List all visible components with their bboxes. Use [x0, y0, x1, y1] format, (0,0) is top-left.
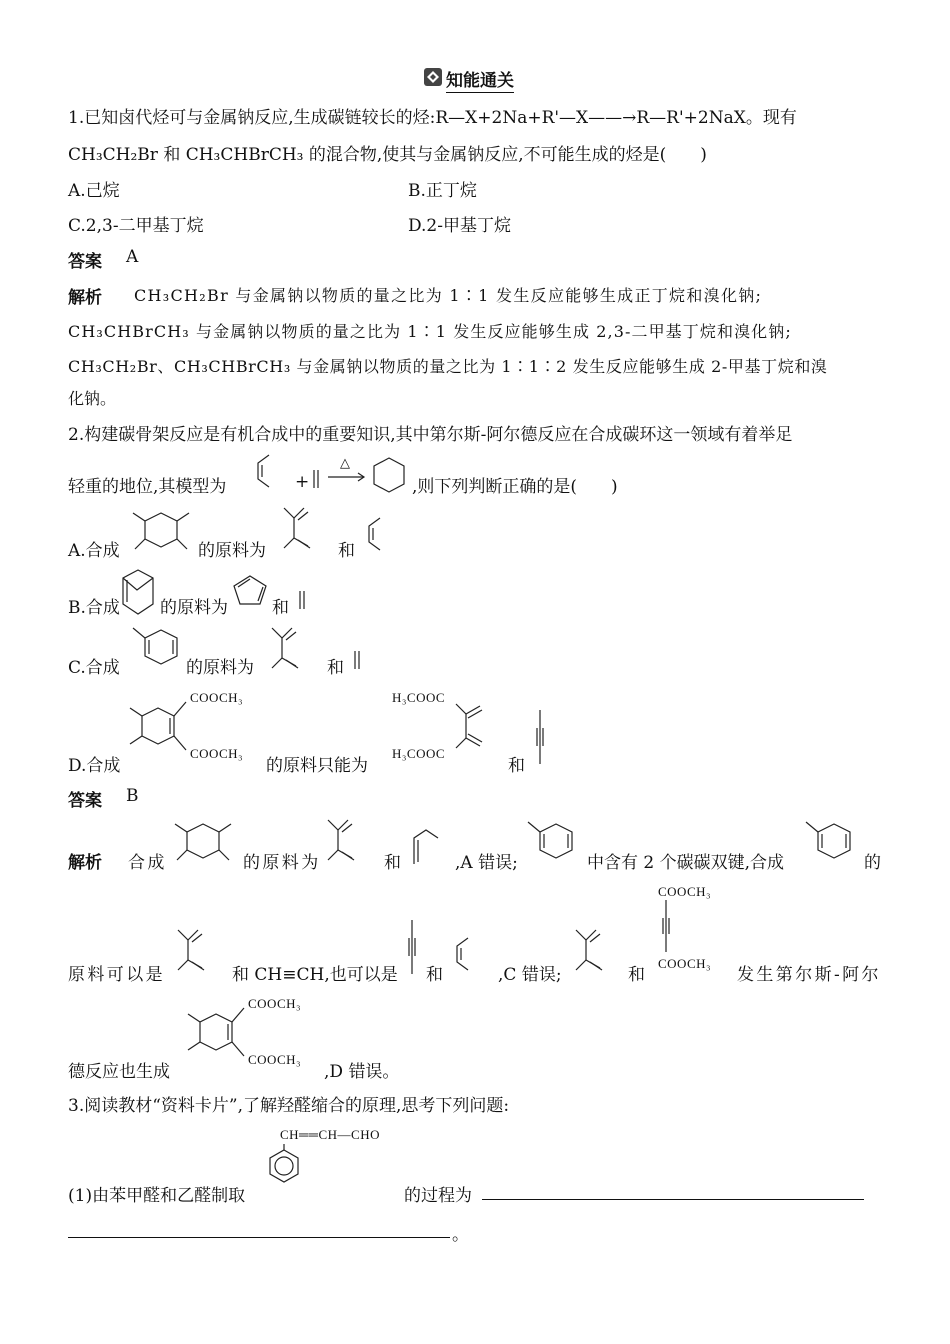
- ana-product-ester-bottom: COOCH₃: [248, 1052, 302, 1067]
- q2-line1: 2.构建碳骨架反应是有机合成中的重要知识,其中第尔斯-阿尔德反应在合成碳环这一领域有着举足: [68, 425, 793, 445]
- q2-ana-3a: 德反应也生成: [68, 1062, 170, 1082]
- ana-diene-structure-2: [176, 930, 210, 974]
- option-b-ethylene-structure: [298, 591, 308, 611]
- methylcyclohexadiene-structure: [133, 626, 193, 676]
- q1-analysis-2: CH₃CHBrCH₃ 与金属钠以物质的量之比为 1∶1 发生反应能够生成 2,3-二甲基丁烷和溴化钠;: [68, 322, 792, 341]
- cinnamaldehyde-chain: CH══CH—CHO: [280, 1127, 380, 1142]
- butadiene-structure: [255, 455, 285, 491]
- q2-ana-2c: 和: [426, 965, 443, 985]
- q2-option-c-and: 和: [327, 658, 344, 678]
- heat-symbol: △: [340, 455, 351, 470]
- ana-methylcyclohexadiene-1: [528, 820, 588, 870]
- norbornene-structure: [121, 568, 157, 618]
- q2-option-a-prefix: A.合成: [68, 541, 120, 561]
- q2-ana-1e: 中含有 2 个碳碳双键,合成: [587, 853, 785, 873]
- answer-blank-1[interactable]: [482, 1199, 864, 1200]
- plus-sign: +: [295, 472, 310, 492]
- q1-line2: CH₃CH₂Br 和 CH₃CHBrCH₃ 的混合物,使其与金属钠反应,不可能生成的烃是( ): [68, 145, 707, 165]
- q2-option-b-prefix: B.合成: [68, 598, 120, 618]
- answer-blank-2[interactable]: [68, 1237, 450, 1238]
- option-d-product-structure: [128, 700, 198, 770]
- ana-butadiene-structure: [454, 938, 478, 976]
- reaction-arrow: [328, 473, 368, 483]
- ana-butene-structure: [412, 828, 442, 868]
- q1-option-a: A.己烷: [68, 181, 120, 201]
- q2-answer: B: [126, 786, 139, 806]
- q2-line2b: ,则下列判断正确的是( ): [412, 477, 618, 497]
- option-c-diene-structure: [270, 628, 304, 672]
- q2-option-c-prefix: C.合成: [68, 658, 120, 678]
- q2-option-b-and: 和: [272, 598, 289, 618]
- q1-answer: A: [126, 247, 139, 267]
- option-a-butadiene-structure: [366, 518, 388, 554]
- q2-ana-1c: 和: [384, 853, 401, 873]
- q2-ana-1b: 的原料为: [243, 853, 321, 873]
- ethylene-structure: [312, 470, 322, 490]
- ana-methylcyclohexadiene-2: [806, 820, 866, 870]
- ana-d-product-structure: [186, 1006, 256, 1076]
- q2-ana-1d: ,A 错误;: [455, 853, 518, 873]
- option-d-diene-ester-bottom: H₃COOC: [392, 746, 446, 761]
- option-d-ester-top: COOCH₃: [190, 690, 244, 705]
- q2-ana-1a: 合成: [128, 853, 167, 873]
- benzene-ring-structure: [262, 1144, 302, 1190]
- q3-end-period: 。: [452, 1225, 469, 1245]
- q1-analysis-label: 解析: [68, 288, 102, 308]
- q1-analysis-3: CH₃CH₂Br、CH₃CHBrCH₃ 与金属钠以物质的量之比为 1∶1∶2 发生反应能够生成 2-甲基丁烷和溴: [68, 357, 828, 376]
- q1-line1: 1.已知卤代烃可与金属钠反应,生成碳链较长的烃:R—X+2Na+R'—X——→R—R'+2NaX。现有: [68, 108, 797, 128]
- ana-diester-alkyne-structure: [660, 900, 674, 956]
- q2-option-a-mid: 的原料为: [198, 541, 266, 561]
- q3-sub1-prefix: (1)由苯甲醛和乙醛制取: [68, 1186, 246, 1206]
- ana-product-structure: [175, 818, 235, 870]
- ana-alkyne-structure: [406, 920, 420, 980]
- q1-option-d: D.2-甲基丁烷: [408, 216, 511, 236]
- q2-option-d-prefix: D.合成: [68, 756, 121, 776]
- q2-line2a: 轻重的地位,其模型为: [68, 477, 227, 497]
- q3-sub1-mid: 的过程为: [404, 1186, 472, 1206]
- q1-analysis-1: CH₃CH₂Br 与金属钠以物质的量之比为 1∶1 发生反应能够生成正丁烷和溴化钠;: [134, 286, 763, 305]
- section-header: [424, 66, 514, 91]
- option-d-diene-ester-top: H₃COOC: [392, 690, 446, 705]
- q2-ana-1f: 的: [864, 853, 881, 873]
- option-a-diene-structure: [282, 508, 316, 552]
- q2-ana-3b: ,D 错误。: [324, 1062, 400, 1082]
- ana-alkyne-ester-bottom: COOCH₃: [658, 956, 712, 971]
- ana-diene-structure-3: [574, 930, 608, 974]
- q3-line1: 3.阅读教材“资料卡片”,了解羟醛缩合的原理,思考下列问题:: [68, 1096, 510, 1116]
- option-d-ester-bottom: COOCH₃: [190, 746, 244, 761]
- q2-option-a-and: 和: [338, 541, 355, 561]
- q2-ana-2e: 和: [628, 965, 645, 985]
- diamond-icon: [424, 68, 444, 88]
- cyclohexene-structure: [372, 458, 408, 494]
- option-d-alkyne-structure: [534, 710, 548, 770]
- ana-alkyne-ester-top: COOCH₃: [658, 884, 712, 899]
- option-a-product-structure: [133, 507, 193, 559]
- q1-analysis-4: 化钠。: [68, 389, 117, 408]
- cyclopentadiene-structure: [232, 574, 272, 610]
- q2-option-d-mid: 的原料只能为: [266, 756, 368, 776]
- q2-answer-label: 答案: [68, 791, 102, 811]
- q2-option-d-and: 和: [508, 756, 525, 776]
- option-d-diene-structure: [450, 700, 490, 760]
- q1-option-c: C.2,3-二甲基丁烷: [68, 216, 204, 236]
- q2-option-c-mid: 的原料为: [186, 658, 254, 678]
- section-title: 知能通关: [446, 71, 514, 91]
- q2-analysis-label: 解析: [68, 853, 102, 873]
- q2-ana-2f: 发生第尔斯-阿尔: [737, 965, 881, 985]
- q2-ana-2b: 和 CH≡CH,也可以是: [232, 965, 398, 985]
- ana-product-ester-top: COOCH₃: [248, 996, 302, 1011]
- q2-ana-2a: 原料可以是: [68, 965, 165, 985]
- option-c-ethylene-structure: [353, 651, 363, 671]
- q2-ana-2d: ,C 错误;: [498, 965, 562, 985]
- q1-option-b: B.正丁烷: [408, 181, 477, 201]
- ana-diene-structure: [326, 820, 360, 864]
- q2-option-b-mid: 的原料为: [160, 598, 228, 618]
- q1-answer-label: 答案: [68, 252, 102, 272]
